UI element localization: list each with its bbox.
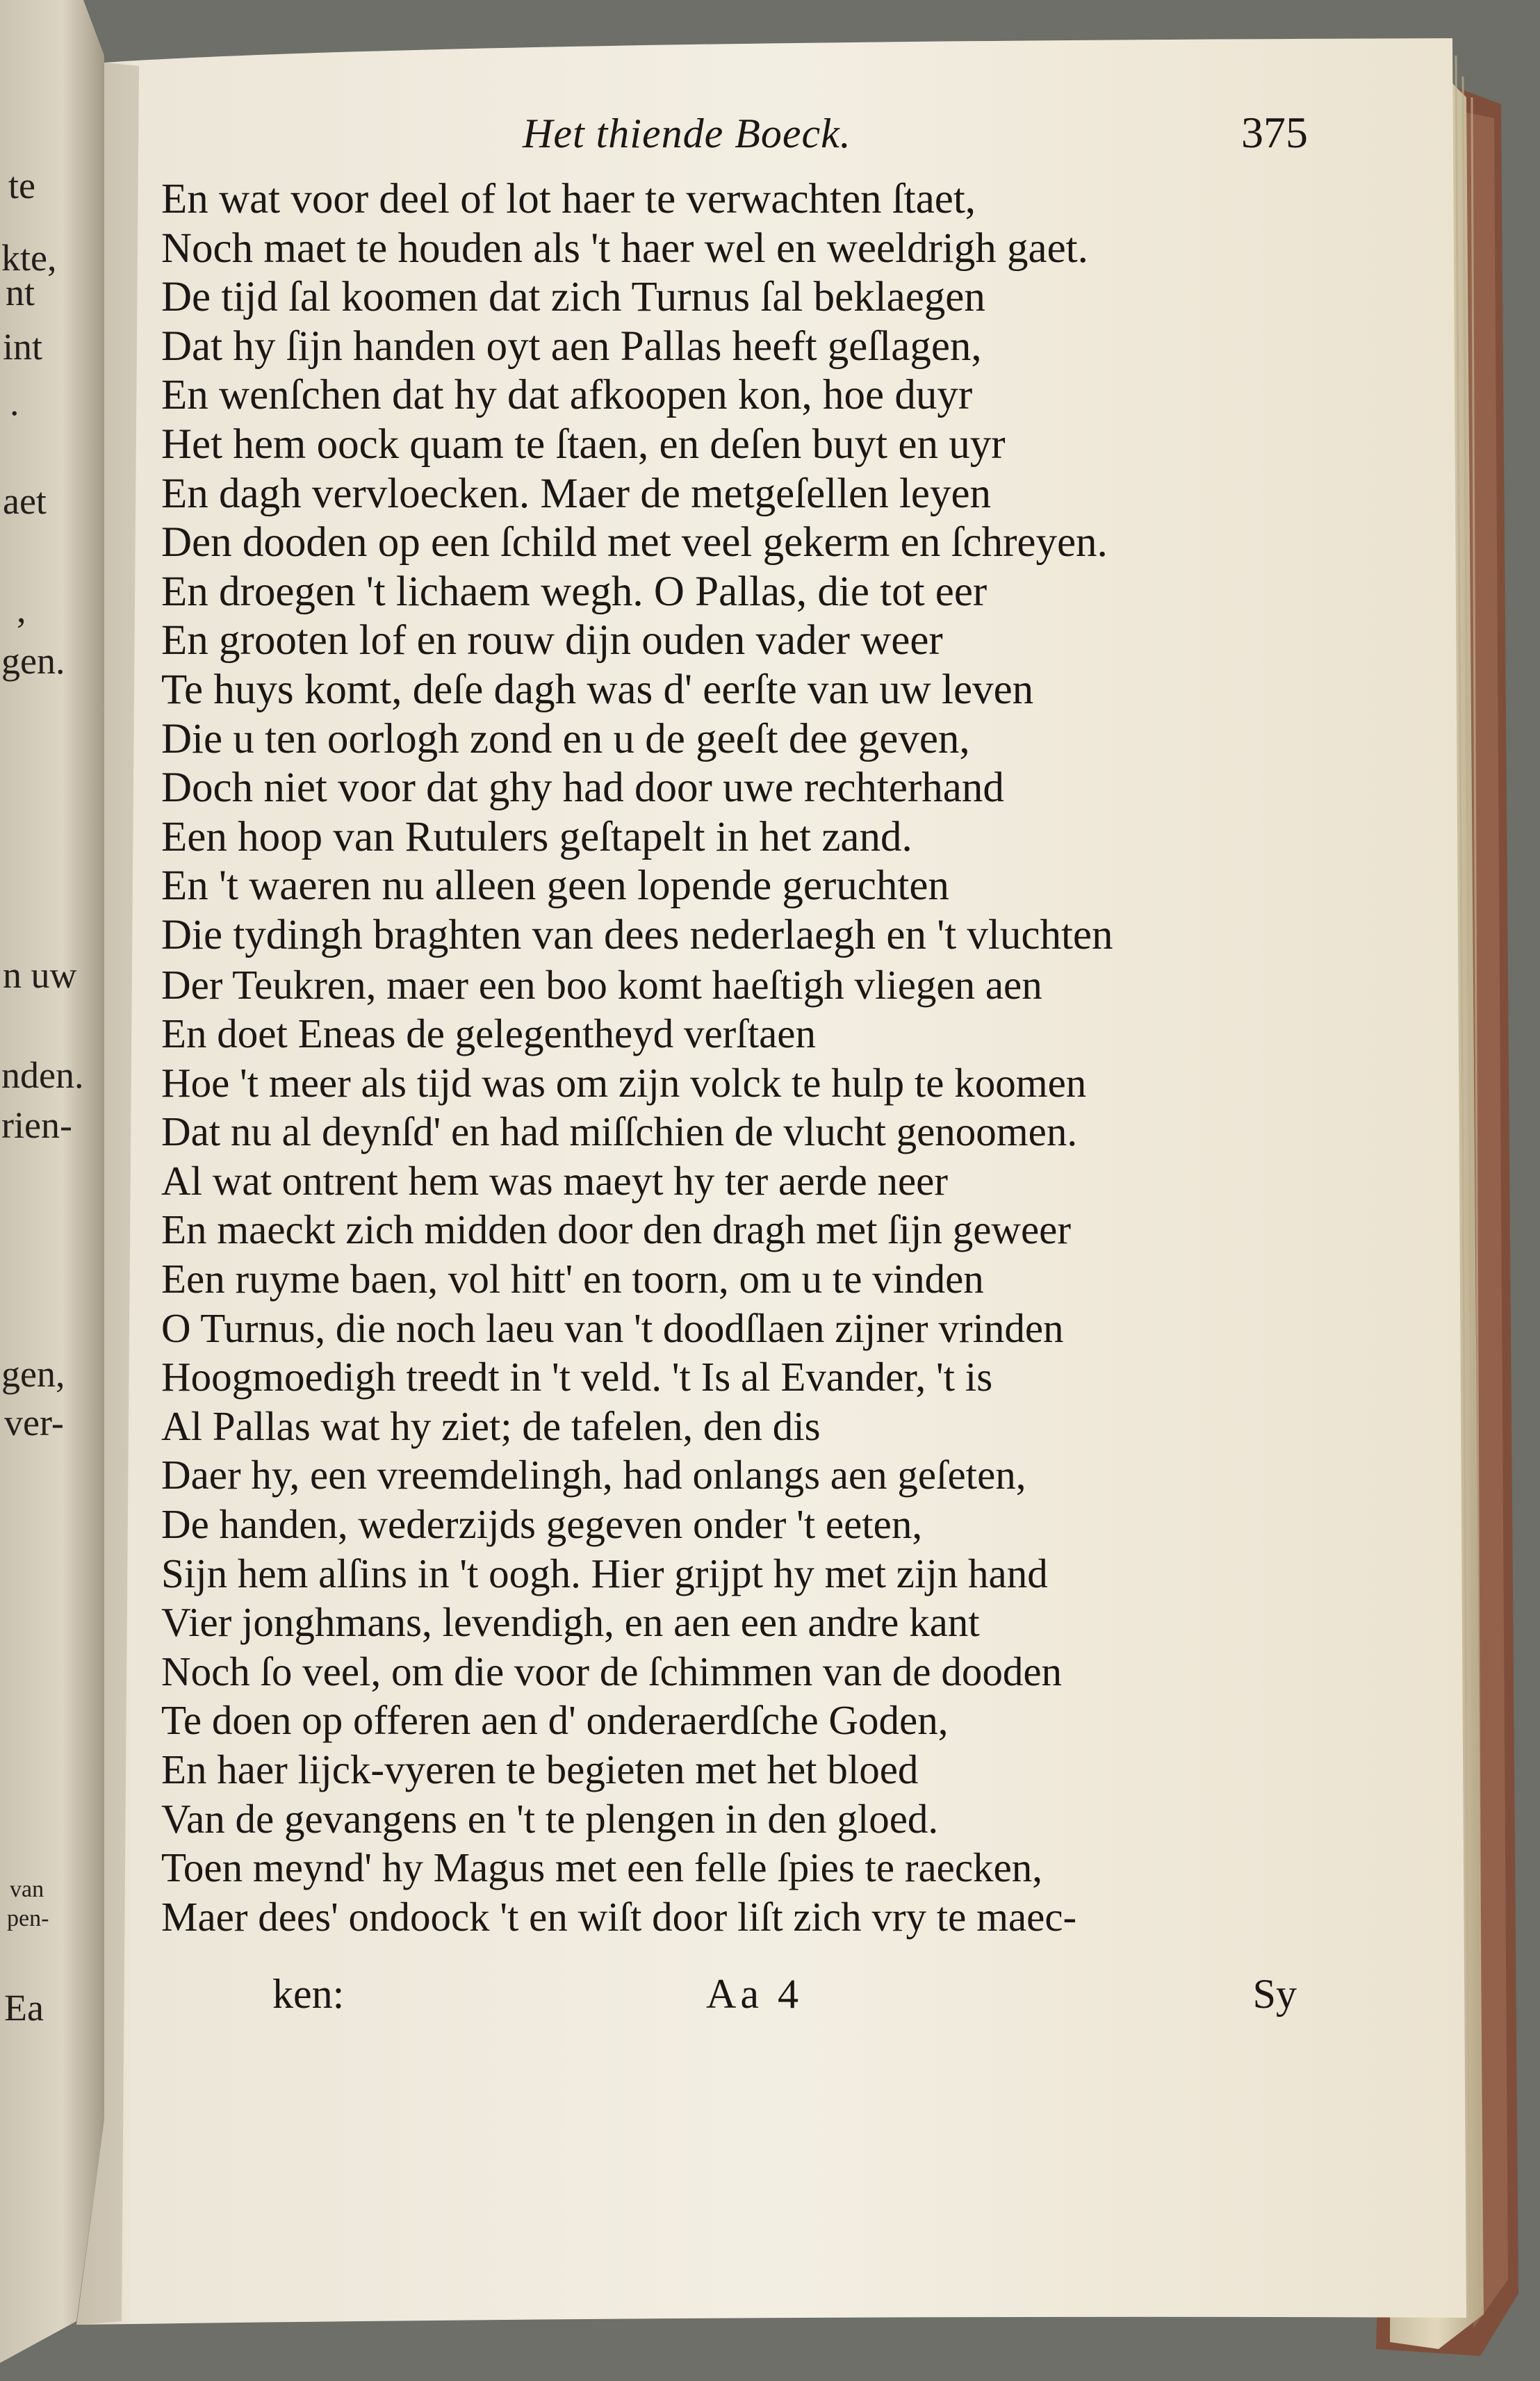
left-fragment: kte, bbox=[1, 237, 57, 279]
continuation-word: ken: bbox=[272, 1971, 345, 2017]
verse-line: Den dooden op een ſchild met veel gekerm en ſchreyen. bbox=[161, 519, 1108, 566]
left-fragment: van bbox=[10, 1876, 44, 1902]
verse-line: Het hem oock quam te ſtaen, en deſen buyt en uyr bbox=[161, 420, 1006, 468]
left-fragment: ver- bbox=[4, 1402, 64, 1443]
left-fragment: . bbox=[10, 382, 19, 423]
left-fragment: gen. bbox=[1, 640, 65, 682]
left-fragment: n uw bbox=[3, 954, 77, 996]
verse-line: De tijd ſal koomen dat zich Turnus ſal beklaegen bbox=[161, 274, 985, 321]
verse-line: De handen, wederzijds gegeven onder 't eeten, bbox=[161, 1501, 923, 1548]
verse-line: En 't waeren nu alleen geen lopende geruchten bbox=[161, 862, 949, 910]
verse-line: Vier jonghmans, levendigh, en aen een andre kant bbox=[161, 1599, 980, 1646]
verse-line: En haer lijck-vyeren te begieten met het bloed bbox=[161, 1746, 919, 1792]
verse-line: Van de gevangens en 't te plengen in den gloed. bbox=[161, 1795, 939, 1842]
verse-line: En dagh vervloecken. Maer de metgeſellen leyen bbox=[161, 470, 992, 517]
verse-line: Te doen op offeren aen d' onderaerdſche Goden, bbox=[161, 1697, 949, 1744]
verse-line: Al Pallas wat hy ziet; de tafelen, den dis bbox=[161, 1402, 821, 1449]
verse-line: Een ruyme baen, vol hitt' en toorn, om u te vinden bbox=[161, 1256, 984, 1302]
verse-line: Al wat ontrent hem was maeyt hy ter aerde neer bbox=[161, 1157, 949, 1204]
left-fragment: te bbox=[8, 165, 35, 206]
verse-line: Toen meynd' hy Magus met een felle ſpies te raecken, bbox=[161, 1844, 1042, 1891]
left-fragment: gen, bbox=[1, 1353, 65, 1395]
verse-line: En wat voor deel of lot haer te verwachten ſtaet, bbox=[161, 176, 976, 222]
left-page-fragments bbox=[0, 0, 97, 2381]
verse-line: En maeckt zich midden door den dragh met ſijn geweer bbox=[161, 1206, 1072, 1253]
catchword: Sy bbox=[1252, 1971, 1297, 2017]
page-footer bbox=[161, 1970, 1308, 2026]
verse-line: Doch niet voor dat ghy had door uwe rechterhand bbox=[161, 764, 1004, 812]
verse-line: Te huys komt, deſe dagh was d' eerſte van uw leven bbox=[161, 666, 1034, 713]
verse-line: O Turnus, die noch laeu van 't doodſlaen zijner vrinden bbox=[161, 1304, 1064, 1351]
left-fragment: nt bbox=[6, 272, 35, 313]
left-fragment: Ea bbox=[4, 1987, 44, 2029]
verse-line: Der Teukren, maer een boo komt haeſtigh vliegen aen bbox=[161, 961, 1042, 1008]
verse-line: Hoogmoedigh treedt in 't veld. 't Is al Evander, 't is bbox=[161, 1354, 993, 1400]
verse-line: Die tydingh braghten van dees nederlaegh en 't vluchten bbox=[161, 911, 1113, 958]
verse-line: Noch ſo veel, om die voor de ſchimmen van de dooden bbox=[161, 1648, 1063, 1694]
verse-line: En grooten lof en rouw dijn ouden vader weer bbox=[161, 617, 943, 664]
verse-line: Dat nu al deynſd' en had miſſchien de vlucht genoomen. bbox=[161, 1108, 1078, 1155]
page-number: 375 bbox=[1241, 108, 1308, 157]
verse-line: Die u ten oorlogh zond en u de geeſt dee geven, bbox=[161, 715, 970, 762]
left-fragment: rien- bbox=[1, 1104, 72, 1146]
verse-line: Hoe 't meer als tijd was om zijn volck te hulp te koomen bbox=[161, 1059, 1087, 1106]
verse-line: Maer dees' ondoock 't en wiſt door liſt zich vry te maec- bbox=[161, 1893, 1077, 1940]
verse-line: En doet Eneas de gelegentheyd verſtaen bbox=[161, 1011, 816, 1057]
verse-line: Een hoop van Rutulers geſtapelt in het zand. bbox=[161, 813, 912, 860]
left-fragment: nden. bbox=[1, 1054, 84, 1096]
verse-line: Noch maet te houden als 't haer wel en weeldrigh gaet. bbox=[161, 224, 1088, 272]
left-fragment: int bbox=[3, 326, 43, 368]
running-title: Het thiende Boeck. bbox=[523, 111, 851, 156]
verse-line: Dat hy ſijn handen oyt aen Pallas heeft geſlagen, bbox=[161, 322, 982, 370]
left-fragment: , bbox=[17, 589, 26, 630]
verse-line: Sijn hem alſins in 't oogh. Hier grijpt hy met zijn hand bbox=[161, 1550, 1048, 1596]
verse-line: En droegen 't lichaem wegh. O Pallas, die tot eer bbox=[161, 568, 988, 615]
verse-text bbox=[161, 175, 1308, 1941]
verse-line: Daer hy, een vreemdelingh, had onlangs aen geſeten, bbox=[161, 1452, 1026, 1498]
left-fragment: pen- bbox=[7, 1906, 49, 1931]
running-head bbox=[161, 97, 1308, 174]
left-fragment: aet bbox=[3, 480, 47, 522]
verse-line: En wenſchen dat hy dat afkoopen kon, hoe duyr bbox=[161, 372, 973, 419]
signature-mark: Aa 4 bbox=[706, 1971, 803, 2017]
